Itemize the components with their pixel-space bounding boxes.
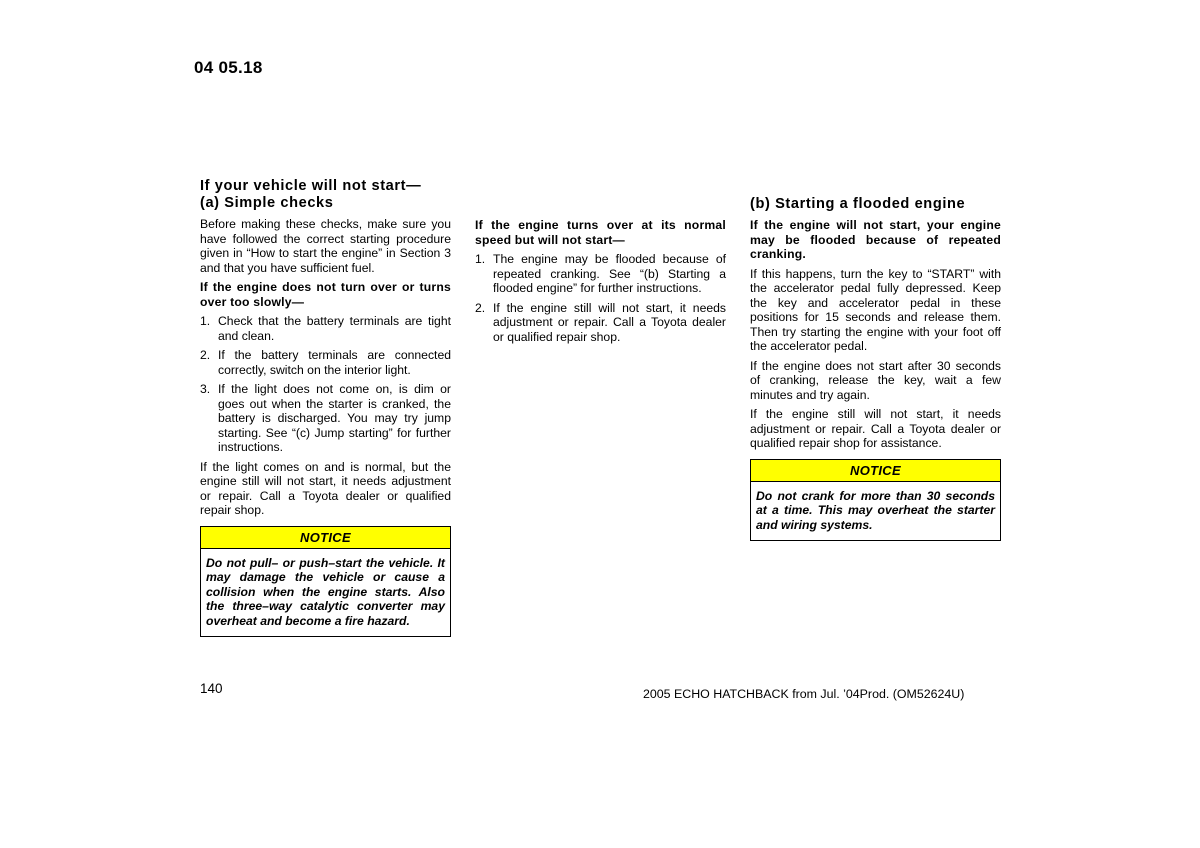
list-item bbox=[475, 252, 726, 296]
list-item-number: 3. bbox=[200, 382, 211, 396]
column-left bbox=[200, 178, 451, 637]
intro-paragraph: Before making these checks, make sure you have followed the correct starting procedure given in “How to start the engine” in Section 3 and that you have sufficient fuel. bbox=[200, 217, 451, 275]
column-right bbox=[750, 196, 1001, 541]
section-title-line1: If your vehicle will not start— bbox=[200, 178, 422, 194]
section-title bbox=[200, 178, 451, 212]
list-item-text: If the battery terminals are connected correctly, switch on the interior light. bbox=[218, 348, 451, 377]
notice-box bbox=[750, 459, 1001, 542]
flooded-list bbox=[475, 252, 726, 344]
subhead-no-turn-over: If the engine does not turn over or turns over too slowly— bbox=[200, 280, 451, 309]
list-item-number: 2. bbox=[475, 300, 486, 315]
notice-heading: NOTICE bbox=[201, 527, 450, 549]
header-date: 04 05.18 bbox=[194, 58, 263, 77]
flooded-engine-title: (b) Starting a flooded engine bbox=[750, 196, 966, 212]
list-item-text: If the light does not come on, is dim or goes out when the starter is cranked, the battery is discharged. You may try jump starting. See “(c) Jump starting” for further instructions. bbox=[218, 382, 451, 454]
list-item bbox=[475, 301, 726, 345]
after-paragraph: If the light comes on and is normal, but the engine still will not start, it needs adjustment or repair. Call a Toyota dealer or qualified repair shop. bbox=[200, 459, 451, 517]
notice-body: Do not crank for more than 30 seconds at a time. This may overheat the starter and wiring systems. bbox=[756, 488, 995, 532]
list-item-text: The engine may be flooded because of repeated cranking. See “(b) Starting a flooded engine” for further instructions. bbox=[493, 252, 726, 295]
list-item-number: 1. bbox=[200, 314, 211, 328]
list-item bbox=[200, 314, 451, 343]
subhead-flooded: If the engine will not start, your engine may be flooded because of repeated cranking. bbox=[750, 218, 1001, 261]
list-item-number: 2. bbox=[200, 348, 211, 362]
flooded-paragraph-1: If this happens, turn the key to “START” with the accelerator pedal fully depressed. Keep the key and accelerator pedal in these positions for 15 seconds and release them. Then try starting the engine with your foot off the accelerator pedal. bbox=[750, 266, 1001, 353]
flooded-paragraph-2: If the engine does not start after 30 seconds of cranking, release the key, wait a few minutes and try again. bbox=[750, 358, 1001, 402]
list-item-text: If the engine still will not start, it needs adjustment or repair. Call a Toyota dealer or qualified repair shop. bbox=[493, 300, 726, 344]
flooded-paragraph-3: If the engine still will not start, it needs adjustment or repair. Call a Toyota dealer or qualified repair shop for assistance. bbox=[750, 407, 1001, 450]
notice-body: Do not pull– or push–start the vehicle. It may damage the vehicle or cause a collision when the engine starts. Also the three–way catalytic converter may overheat and become a fire hazard. bbox=[206, 555, 445, 628]
section-title-line2: (a) Simple checks bbox=[200, 195, 334, 211]
footer-doc-text: 2005 ECHO HATCHBACK from Jul. ’04Prod. (OM52624U) bbox=[643, 687, 965, 701]
list-item bbox=[200, 382, 451, 455]
checks-list bbox=[200, 314, 451, 455]
list-item-text: Check that the battery terminals are tight and clean. bbox=[218, 314, 451, 343]
subhead-normal-speed: If the engine turns over at its normal speed but will not start— bbox=[475, 218, 726, 247]
list-item-number: 1. bbox=[475, 252, 486, 266]
list-item bbox=[200, 348, 451, 377]
notice-heading: NOTICE bbox=[751, 460, 1000, 482]
page-number: 140 bbox=[200, 681, 223, 696]
column-middle bbox=[475, 218, 726, 349]
notice-box bbox=[200, 526, 451, 638]
